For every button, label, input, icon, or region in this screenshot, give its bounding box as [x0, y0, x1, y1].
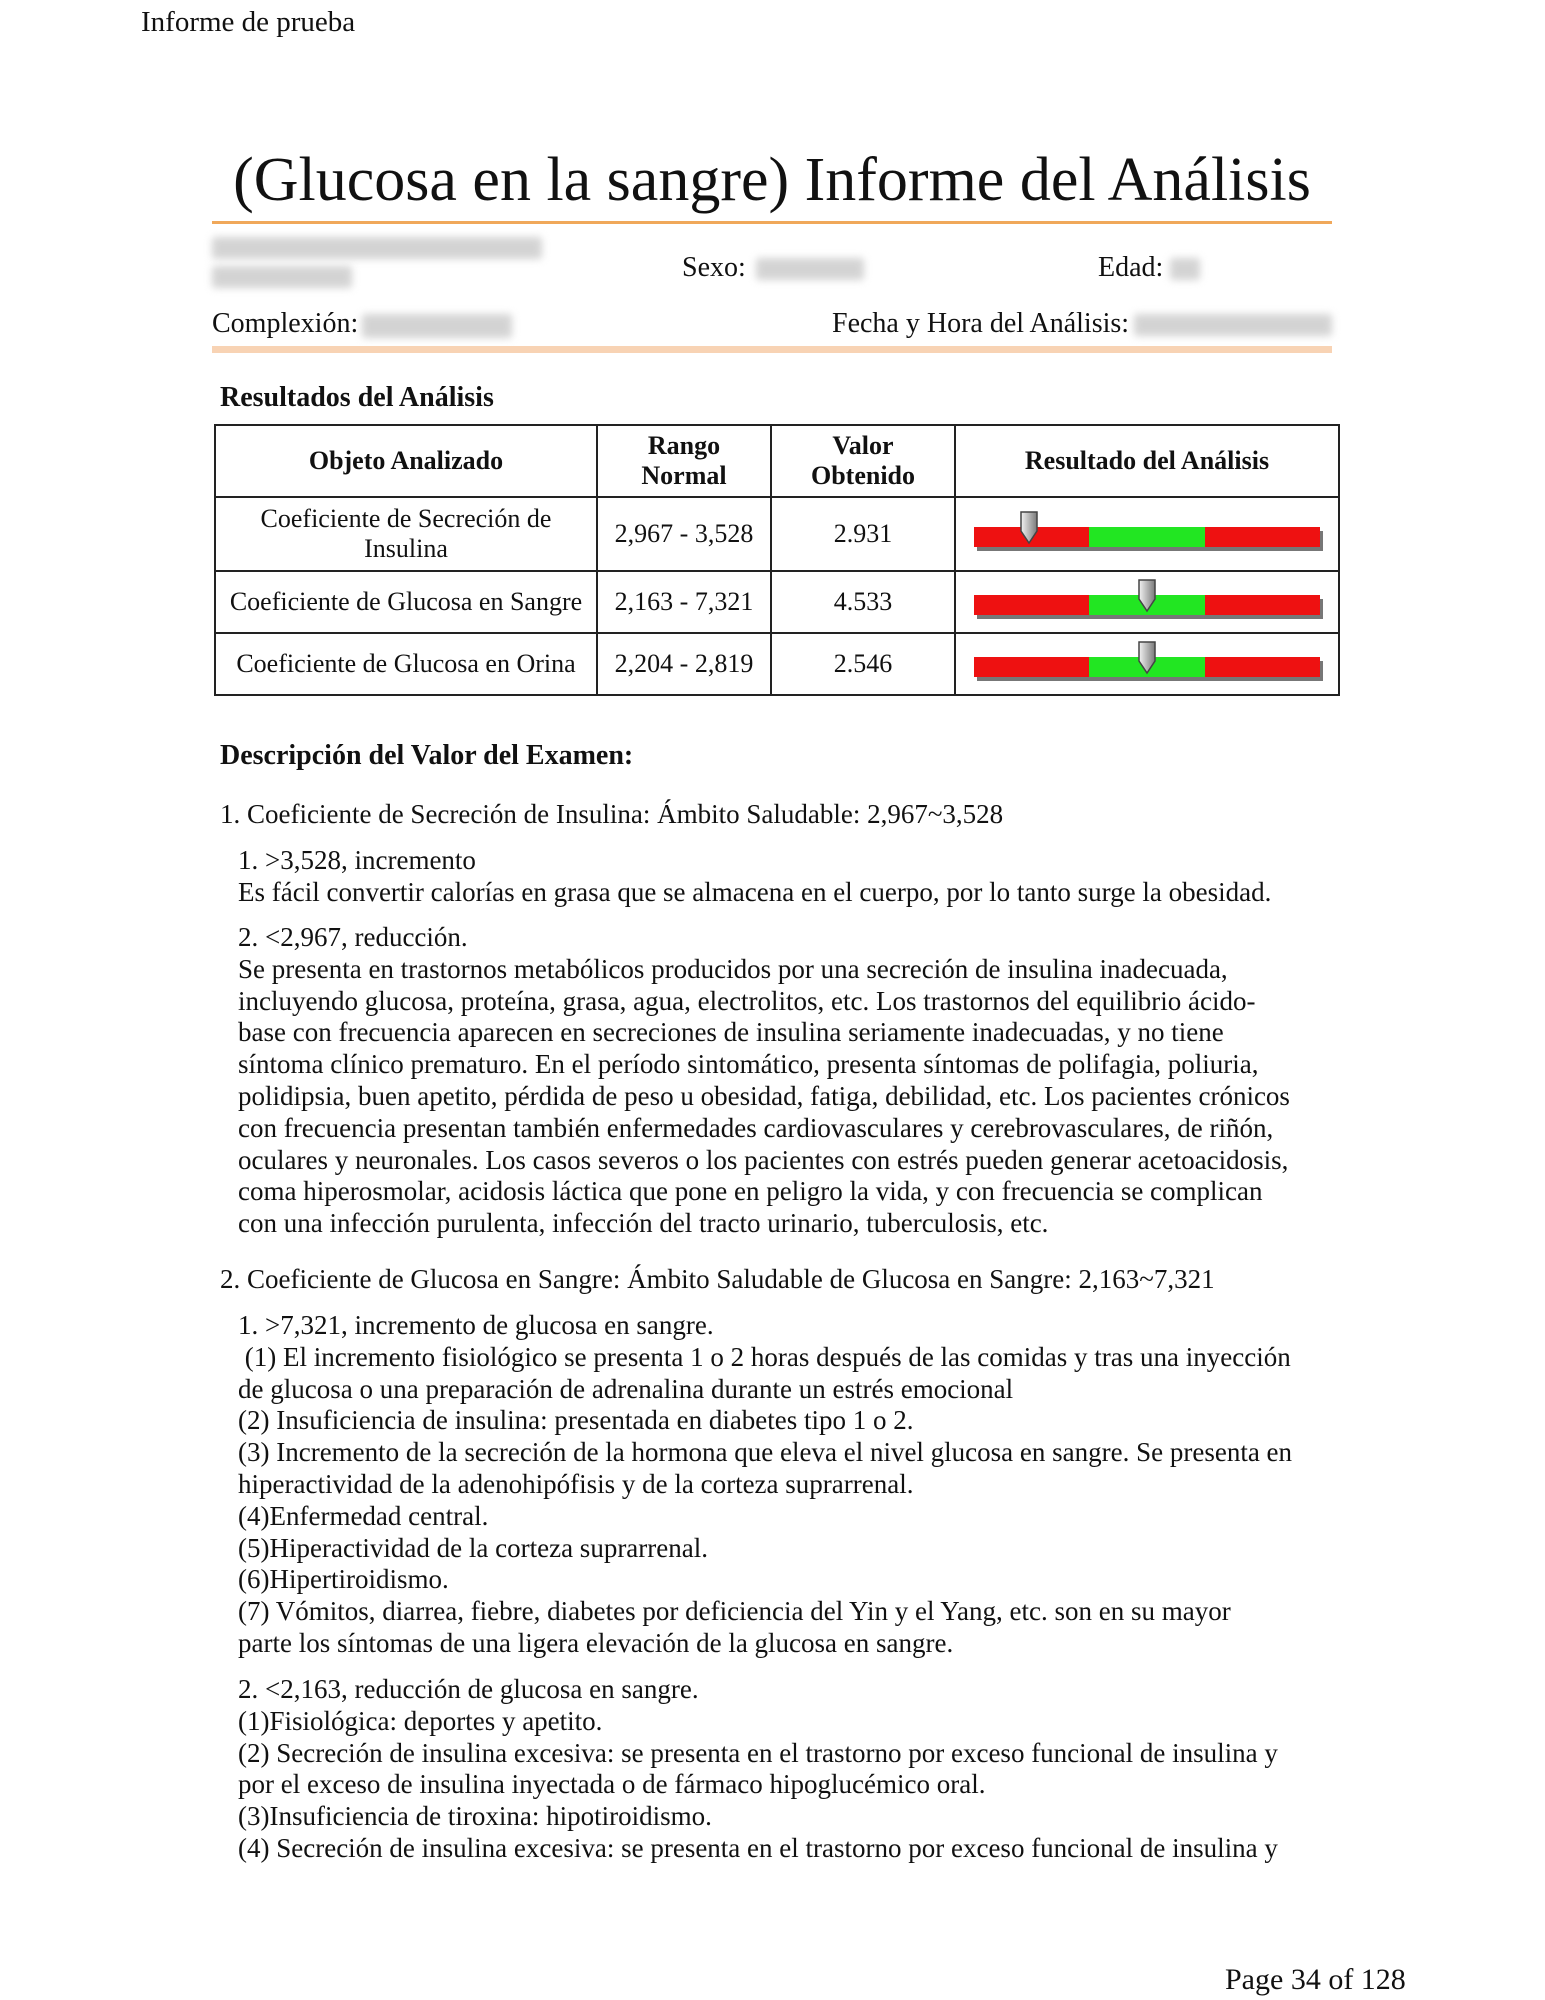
gauge-marker-icon	[1133, 641, 1161, 675]
section1-item2-title: 2. <2,967, reducción.	[238, 922, 468, 952]
results-table	[214, 424, 1340, 696]
row-value: 2.931	[771, 497, 955, 571]
age-label: Edad:	[1098, 252, 1164, 283]
text-line: con una infección purulenta, infección del tracto urinario, tuberculosis, etc.	[238, 1208, 1049, 1239]
section2-item2	[238, 1674, 1278, 1865]
result-gauge	[974, 653, 1320, 675]
text-line: oculares y neuronales. Los casos severos o los pacientes con estrés pueden generar acetoacidosis,	[238, 1144, 1289, 1175]
text-line: incluyendo glucosa, proteína, grasa, agua, electrolitos, etc. Los trastornos del equilibrio ácido-	[238, 985, 1256, 1016]
section1-item1-text: Es fácil convertir calorías en grasa que se almacena en el cuerpo, por lo tanto surge la obesidad.	[238, 876, 1272, 907]
gauge-high-segment	[1205, 595, 1320, 615]
text-line: base con frecuencia aparecen en secreciones de insulina seriamente inadecuadas, y no tiene	[238, 1017, 1224, 1048]
patient-info-divider	[212, 346, 1332, 353]
title-divider	[212, 221, 1332, 224]
text-line: hiperactividad de la adenohipófisis y de la corteza suprarrenal.	[238, 1468, 914, 1499]
row-object-name: Coeficiente de Secreción de Insulina	[215, 497, 597, 571]
text-line: (7) Vómitos, diarrea, fiebre, diabetes por deficiencia del Yin y el Yang, etc. son en su mayor	[238, 1596, 1231, 1627]
section1-item1-title: 1. >3,528, incremento	[238, 845, 476, 875]
text-line: síntoma clínico prematuro. En el período sintomático, presenta síntomas de polifagia, poliuria,	[238, 1049, 1259, 1080]
table-header-row	[215, 425, 1339, 497]
text-line: 2. <2,163, reducción de glucosa en sangre.	[238, 1674, 699, 1704]
row-value: 2.546	[771, 633, 955, 695]
text-line: de glucosa o una preparación de adrenalina durante un estrés emocional	[238, 1373, 1014, 1404]
text-line: (1) El incremento fisiológico se presenta 1 o 2 horas después de las comidas y tras una inyección	[238, 1341, 1291, 1372]
column-header-value-line2: Obtenido	[810, 461, 916, 490]
analysis-datetime-label: Fecha y Hora del Análisis:	[832, 308, 1130, 339]
text-line: con frecuencia presentan también enfermedades cardiovasculares y cerebrovasculares, de riñón,	[238, 1112, 1274, 1143]
section2-title: 2. Coeficiente de Glucosa en Sangre: Ámbito Saludable de Glucosa en Sangre: 2,163~7,321	[220, 1264, 1215, 1294]
redacted-sex-value	[756, 258, 864, 280]
table-row	[215, 571, 1339, 633]
row-object-name: Coeficiente de Glucosa en Orina	[215, 633, 597, 695]
gauge-low-segment	[974, 657, 1089, 677]
text-line: (2) Secreción de insulina excesiva: se presenta en el trastorno por exceso funcional de insulina y	[238, 1737, 1278, 1768]
column-header-range-line2: Normal	[641, 461, 727, 490]
gauge-normal-segment	[1089, 527, 1204, 547]
column-header-value-line1: Valor	[832, 431, 894, 460]
redacted-age-value	[1170, 258, 1200, 280]
page-number: Page 34 of 128	[1225, 1963, 1406, 1996]
row-result-gauge-cell	[955, 633, 1339, 695]
redacted-patient-id	[212, 266, 352, 288]
text-line: polidipsia, buen apetito, pérdida de peso u obesidad, fatiga, debilidad, etc. Los pacientes crónicos	[238, 1080, 1290, 1111]
row-object-name: Coeficiente de Glucosa en Sangre	[215, 571, 597, 633]
results-heading: Resultados del Análisis	[220, 382, 494, 413]
section1-item2	[238, 922, 1290, 1240]
section2-item1	[238, 1310, 1292, 1660]
text-line: (3)Insuficiencia de tiroxina: hipotiroidismo.	[238, 1801, 712, 1832]
column-header-object: Objeto Analizado	[215, 425, 597, 497]
text-line: por el exceso de insulina inyectada o de fármaco hipoglucémico oral.	[238, 1769, 986, 1800]
row-normal-range: 2,204 - 2,819	[597, 633, 771, 695]
page-title: (Glucosa en la sangre) Informe del Análisis	[233, 146, 1311, 214]
table-row	[215, 497, 1339, 571]
text-line: (6)Hipertiroidismo.	[238, 1564, 449, 1595]
text-line: (3) Incremento de la secreción de la hormona que eleva el nivel glucosa en sangre. Se presenta en	[238, 1437, 1293, 1468]
gauge-marker-icon	[1133, 579, 1161, 613]
table-row	[215, 633, 1339, 695]
column-header-range	[597, 425, 771, 497]
description-heading: Descripción del Valor del Examen:	[220, 740, 634, 771]
row-normal-range: 2,967 - 3,528	[597, 497, 771, 571]
redacted-patient-name	[212, 237, 542, 259]
text-line: 1. >7,321, incremento de glucosa en sangre.	[238, 1310, 714, 1340]
redacted-complexion-value	[362, 314, 512, 338]
complexion-label: Complexión:	[212, 308, 359, 339]
section1-item1	[238, 845, 1271, 909]
row-result-gauge-cell	[955, 571, 1339, 633]
result-gauge	[974, 523, 1320, 545]
column-header-result: Resultado del Análisis	[955, 425, 1339, 497]
row-result-gauge-cell	[955, 497, 1339, 571]
row-value: 4.533	[771, 571, 955, 633]
redacted-datetime-value	[1134, 314, 1332, 336]
text-line: (4) Secreción de insulina excesiva: se presenta en el trastorno por exceso funcional de insulina y	[238, 1832, 1278, 1863]
gauge-high-segment	[1205, 657, 1320, 677]
text-line: Se presenta en trastornos metabólicos producidos por una secreción de insulina inadecuada,	[238, 953, 1228, 984]
column-header-value	[771, 425, 955, 497]
text-line: (2) Insuficiencia de insulina: presentada en diabetes tipo 1 o 2.	[238, 1405, 914, 1436]
text-line: (5)Hiperactividad de la corteza suprarrenal.	[238, 1532, 708, 1563]
text-line: (4)Enfermedad central.	[238, 1500, 489, 1531]
gauge-low-segment	[974, 595, 1089, 615]
section1-item2-text	[238, 954, 1290, 1240]
gauge-high-segment	[1205, 527, 1320, 547]
gauge-marker-icon	[1015, 511, 1043, 545]
document-header-label: Informe de prueba	[141, 6, 356, 38]
text-line: (1)Fisiológica: deportes y apetito.	[238, 1705, 603, 1736]
column-header-range-line1: Rango	[647, 431, 721, 460]
section1-title: 1. Coeficiente de Secreción de Insulina: Ámbito Saludable: 2,967~3,528	[220, 799, 1004, 829]
sex-label: Sexo:	[682, 252, 746, 283]
row-normal-range: 2,163 - 7,321	[597, 571, 771, 633]
text-line: coma hiperosmolar, acidosis láctica que pone en peligro la vida, y con frecuencia se complican	[238, 1176, 1263, 1207]
result-gauge	[974, 591, 1320, 613]
text-line: parte los síntomas de una ligera elevación de la glucosa en sangre.	[238, 1627, 954, 1658]
